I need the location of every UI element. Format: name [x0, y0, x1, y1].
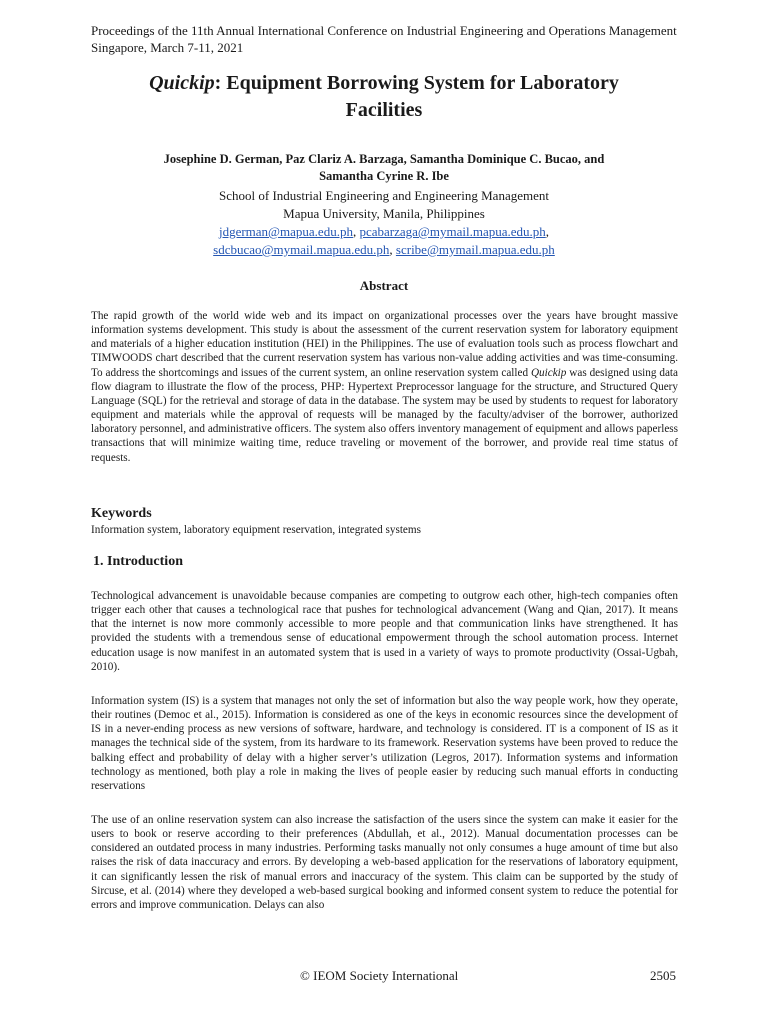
emails-line2: [84, 241, 684, 259]
email-separator: ,: [352, 224, 360, 239]
footer-page-number: 2505: [650, 968, 676, 983]
email-link[interactable]: sdcbucao@mymail.mapua.edu.ph: [213, 242, 390, 257]
email-separator: ,: [545, 224, 550, 239]
abstract-text-part2: was designed using data flow diagram to illustrate the flow of the process, PHP: Hypertext Preprocessor language for the structure, and Structured Query Language (SQL) for the retrieval and storage of data in the database. The system may be used by students to request for laboratory equipment and materials while the approval of requests will be managed by the faculty/adviser of the borrower, authorized laboratory personnel, and administrative officers. The system also offers inventory management of equipment and allows paperless transactions that will minimize waiting time, reduce traveling or movement of the borrower, and provide real time status of requests.: [91, 366, 679, 464]
introduction-paragraph: Information system (IS) is a system that manages not only the set of information but also the way people work, how they operate, their routines (Democ et al., 2015). Information is considered as one of the keys in economic resources since the development of IS in a never-ending process as new versions of software, hardware, and technology is considered. IT is a component of IS as it manages the technical side of the system, from its hardware to its framework. Reservation systems have been proved to reduce the balking effect and probability of delay with a higher server’s utilization (Legros, 2017). Information systems and information technology as mentioned, both play a role in making the lives of people easier by reducing such manual efforts in conducting reservations: [91, 695, 678, 792]
abstract-text-part1: The rapid growth of the world wide web and its impact on organizational processes over the years have brought massive information systems development. This study is about the assessment of the current reservation system for laboratory equipment and materials of a higher education institution (HEI) in the Philippines. The use of evaluation tools such as process flowchart and TIMWOODS chart described that the current reservation system has various non-value adding activities and was time-consuming. To address the shortcomings and issues of the current system, an online reservation system called: [91, 310, 678, 379]
authors-line1: Josephine D. German, Paz Clariz A. Barzaga, Samantha Dominique C. Bucao, and: [163, 152, 605, 166]
footer-copyright: © IEOM Society International: [300, 968, 459, 983]
emails-line1: [84, 223, 684, 241]
proceedings-header-line1: Proceedings of the 11th Annual International Conference on Industrial Engineering and Operations Management: [91, 23, 677, 38]
author-list: [84, 151, 684, 185]
email-link[interactable]: scribe@mymail.mapua.edu.ph: [395, 242, 555, 257]
proceedings-header-line2: Singapore, March 7-11, 2021: [91, 40, 244, 55]
abstract-heading: Abstract: [359, 278, 409, 293]
affiliation-university: Mapua University, Manila, Philippines: [283, 206, 485, 221]
keywords-text: Information system, laboratory equipment reservation, integrated systems: [91, 524, 421, 536]
introduction-paragraph: Technological advancement is unavoidable because companies are competing to outgrow each other, high-tech companies often trigger each other that causes a technological race that pushes for technological advancement (Wang and Qian, 2017). It means that the internet is now more commonly accessible to more people and that communication links have strengthened. It has provided the students with a tremendous sense of educational empowerment through the school automation process. Internet education usage is now manifest in an automated system that is used in a variety of ways to promote productivity (Ossai-Ugbah, 2010).: [91, 590, 678, 673]
introduction-heading: 1. Introduction: [93, 554, 183, 569]
abstract-italic-system-name: Quickip: [530, 366, 567, 379]
paper-title: [84, 70, 684, 124]
email-separator: ,: [389, 242, 396, 257]
email-link[interactable]: jdgerman@mapua.edu.ph: [218, 224, 353, 239]
keywords-heading: Keywords: [91, 506, 152, 521]
title-italic-name: Quickip: [149, 72, 215, 94]
affiliation-school: School of Industrial Engineering and Engineering Management: [219, 188, 549, 203]
title-rest: : Equipment Borrowing System for Laboratory: [214, 72, 619, 94]
email-link[interactable]: pcabarzaga@mymail.mapua.edu.ph: [359, 224, 546, 239]
authors-line2: Samantha Cyrine R. Ibe: [319, 169, 449, 183]
abstract-text: [91, 309, 678, 465]
title-line2: Facilities: [345, 99, 423, 121]
introduction-paragraph: The use of an online reservation system can also increase the satisfaction of the users since the system can make it easier for the users to book or reserve according to their preferences (Abdullah, et al., 2012). Manual documentation processes can be considered an outdated process in many industries. Performing tasks manually not only consumes a huge amount of time but also raises the risk of data inaccuracy and errors. By developing a web-based application for the reservations of laboratory equipment, it can significantly lessen the risk of manual errors and inaccuracy of the system. This claim can be supported by the study of Sircuse, et al. (2014) where they developed a web-based surgical booking and informed consent system to reduce the potential for errors and improve communication. Delays can also: [91, 814, 678, 911]
